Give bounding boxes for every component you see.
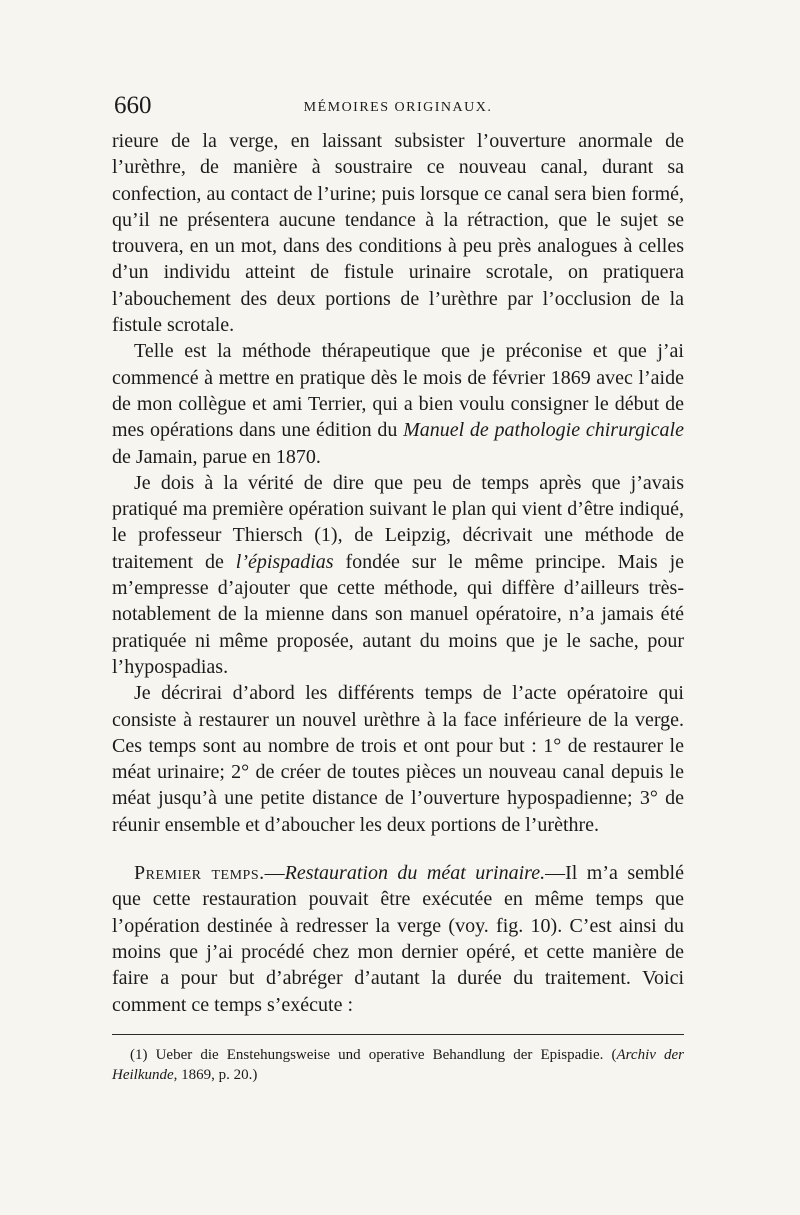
running-title: MÉMOIRES ORIGINAUX.	[303, 100, 493, 115]
paragraph-2	[112, 338, 684, 469]
paragraph-2-book-title: Manuel de pathologie chirurgicale	[403, 419, 684, 442]
body-text	[112, 128, 684, 1018]
section-text: —Il m’a semblé que cette restauration pouvait être exécutée en même temps que l’opération destinée à redresser la verge (voy. fig. 10). C’est ainsi du moins que j’ai procédé chez mon dernier opéré, et cette manière de faire a pour but d’abréger d’autant la durée du traitement. Voici comment ce temps s’exécute :	[112, 862, 684, 1016]
section-title: Restauration du méat urinaire.	[284, 862, 546, 885]
footnote-text-c: , 1869, p. 20.)	[173, 1066, 258, 1083]
paragraph-1: rieure de la verge, en laissant subsister l’ouverture anormale de l’urèthre, de manière à soustraire ce nouveau canal, durant sa confection, au contact de l’urine; puis lorsque ce canal sera bien formé, qu’il ne présentera aucune tendance à la rétraction, que le sujet se trouvera, en un mot, dans des conditions à peu près analogues à celles d’un individu atteint de fistule urinaire scrotale, on pratiquera l’abouchement des deux portions de l’urèthre par l’occlusion de la fistule scrotale.	[112, 130, 684, 337]
paragraph-3-text-c: fondée sur le même principe. Mais je m’empresse d’ajouter que cette méthode, qui diffère d’ailleurs très-notablement de la mienne dans son manuel opératoire, n’a jamais été pratiquée ni même proposée, autant du moins que je le sache, pour l’hypospadias.	[112, 550, 684, 678]
footnote-journal: Archiv der Heilkunde	[112, 1046, 685, 1083]
paragraph-2-text-c: de Jamain, parue en 1870.	[112, 445, 321, 468]
paragraph-2-text-a: Telle est la méthode thérapeutique que je préconise et que j’ai commencé à mettre en pratique dès le mois de février 1869 avec l’aide de mon collègue et ami Terrier, qui a bien voulu consigner le début de mes opérations dans une édition du	[112, 340, 684, 442]
page-header	[112, 92, 684, 128]
paragraph-3-italic-term: l’épispadias	[235, 550, 334, 573]
footnotes	[112, 1045, 684, 1085]
paragraph-3-text-a: Je dois à la vérité de dire que peu de temps après que j’avais pratiqué ma première opération suivant le plan qui vient d’être indiqué, le professeur Thiersch (1), de Leipzig, décrivait une méthode de traitement de	[112, 471, 684, 573]
paragraph-3	[112, 470, 684, 680]
paragraph-4: Je décrirai d’abord les différents temps de l’acte opératoire qui consiste à restaurer un nouvel urèthre à la face inférieure de la verge. Ces temps sont au nombre de trois et ont pour but : 1° de restaurer le méat urinaire; 2° de créer de toutes pièces un nouveau canal depuis le méat jusqu’à une petite distance de l’ouverture hypospadienne; 3° de réunir ensemble et d’aboucher les deux portions de l’urèthre.	[112, 682, 684, 836]
section-dash: —	[264, 862, 285, 885]
footnote-1	[112, 1045, 684, 1085]
footnote-divider	[112, 1034, 684, 1035]
paragraph-5	[112, 860, 684, 1018]
page	[112, 92, 684, 1085]
footnote-text-a: (1) Ueber die Enstehungsweise und operative Behandlung der Epispadie. (	[130, 1046, 617, 1063]
section-heading: Premier temps.	[134, 862, 265, 885]
page-number: 660	[114, 92, 152, 119]
